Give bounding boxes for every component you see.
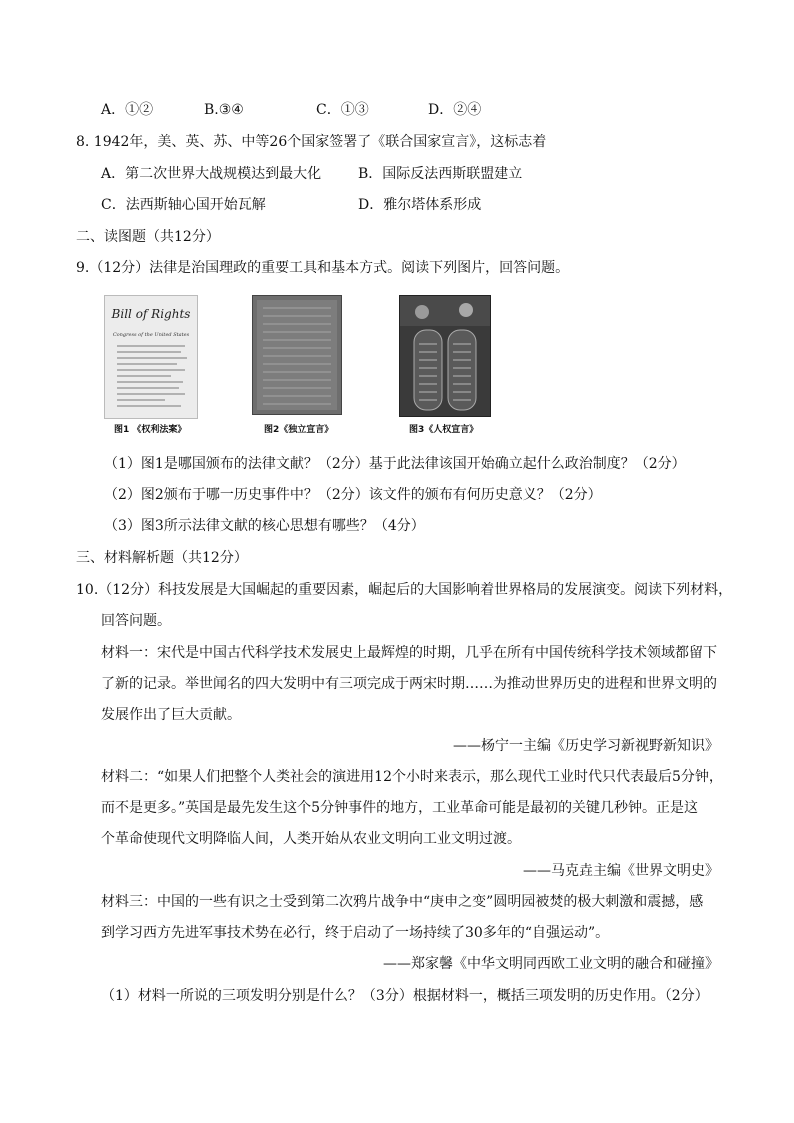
q10-stem-line-1: 10.（12分）科技发展是大国崛起的重要因素，崛起后的大国影响着世界格局的发展演变。阅读下列材料，: [76, 582, 733, 598]
section-heading-reading-figures: 二、读图题（共12分）: [76, 229, 220, 245]
q9-sub-1: （1）图1是哪国颁布的法律文献？（2分）基于此法律该国开始确立起什么政治制度？（2分）: [104, 456, 686, 472]
q8-option-a: A．第二次世界大战规模达到最大化: [101, 166, 322, 182]
material-1-line-1: 材料一：宋代是中国古代科学技术发展史上最辉煌的时期，几乎在所有中国传统科学技术领域都留下: [101, 645, 717, 661]
q7-option-a: A．①②: [101, 102, 154, 118]
q9-stem: 9.（12分）法律是治国理政的重要工具和基本方式。阅读下列图片，回答问题。: [76, 260, 570, 276]
q7-option-c: C．①③: [316, 102, 369, 118]
figure-1: [104, 295, 204, 440]
bill-of-rights-artwork: [105, 296, 197, 418]
material-1-line-2: 了新的记录。举世闻名的四大发明中有三项完成于两宋时期……为推动世界历史的进程和世界文明的: [101, 676, 717, 692]
material-3-line-2: 到学习西方先进军事技术势在必行，终于启动了一场持续了30多年的“自强运动”。: [101, 925, 610, 941]
q9-sub-3: （3）图3所示法律文献的核心思想有哪些？（4分）: [104, 518, 425, 534]
q10-sub-1: （1）材料一所说的三项发明分别是什么？（3分）根据材料一，概括三项发明的历史作用。（2分）: [101, 988, 709, 1004]
declaration-of-independence-image: [252, 295, 342, 415]
q9-sub-2: （2）图2颁布于哪一历史事件中？（2分）该文件的颁布有何历史意义？（2分）: [104, 487, 602, 503]
declaration-of-rights-of-man-image: [399, 295, 491, 417]
figure-3-caption: 图3《人权宣言》: [409, 425, 479, 435]
material-1-line-3: 发展作出了巨大贡献。: [101, 707, 241, 723]
figure-2: [252, 295, 352, 440]
q8-option-d: D．雅尔塔体系形成: [358, 197, 482, 213]
declaration-artwork: [253, 296, 341, 414]
material-3-source: ——郑家馨《中华文明同西欧工业文明的融合和碰撞》: [383, 956, 719, 972]
q7-option-d: D．②④: [428, 102, 482, 118]
bill-of-rights-subtitle: Congress of the United States: [112, 332, 190, 338]
material-2-line-1: 材料二：“如果人们把整个人类社会的演进用12个小时来表示，那么现代工业时代只代表最后5分钟，: [101, 769, 723, 785]
figure-3: [399, 295, 499, 440]
material-1-source: ——杨宁一主编《历史学习新视野新知识》: [453, 738, 719, 754]
figure-2-caption: 图2《独立宣言》: [264, 425, 334, 435]
q8-option-c: C．法西斯轴心国开始瓦解: [101, 197, 266, 213]
q10-stem-line-2: 回答问题。: [101, 613, 171, 629]
material-2-line-2: 而不是更多。”英国是最先发生这个5分钟事件的地方，工业革命可能是最初的关键几秒钟。正是这: [101, 800, 699, 816]
figure-1-caption: 图1 《权利法案》: [114, 425, 187, 435]
bill-of-rights-title: Bill of Rights: [111, 307, 191, 321]
rights-of-man-artwork: [400, 296, 490, 416]
q8-option-b: B．国际反法西斯联盟建立: [358, 166, 523, 182]
q8-stem: 8. 1942年，美、英、苏、中等26个国家签署了《联合国家宣言》，这标志着: [76, 134, 547, 150]
q7-option-b: B.③④: [204, 102, 244, 118]
material-2-line-3: 个革命使现代文明降临人间，人类开始从农业文明向工业文明过渡。: [101, 831, 521, 847]
material-2-source: ——马克垚主编《世界文明史》: [523, 863, 719, 879]
bill-of-rights-image: [104, 295, 198, 419]
section-heading-material-analysis: 三、材料解析题（共12分）: [76, 550, 248, 566]
material-3-line-1: 材料三：中国的一些有识之士受到第二次鸦片战争中“庚申之变”圆明园被焚的极大刺激和震撼，感: [101, 894, 704, 910]
